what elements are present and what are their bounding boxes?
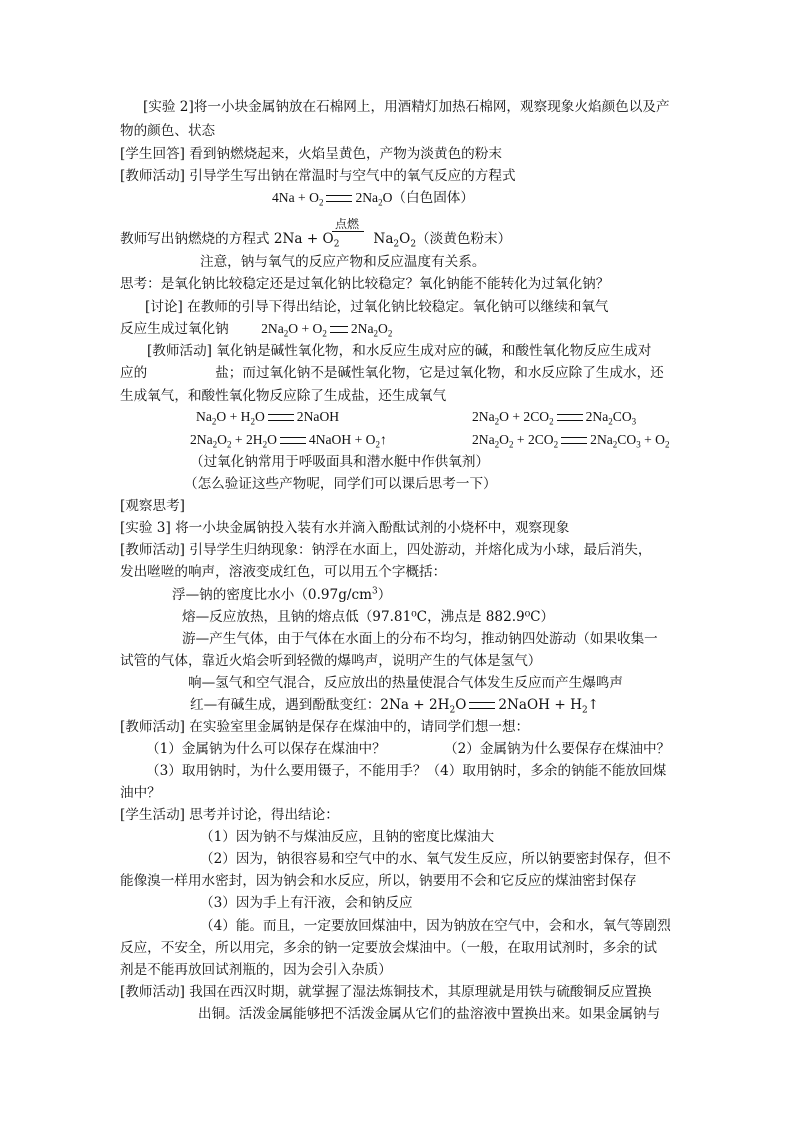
eq-sub: 2 <box>375 439 380 450</box>
eq-part: 2Na <box>472 432 495 447</box>
text-line: （4）能。而且，一定要放回煤油中，因为钠放在空气中，会和水，氧气等剧烈 <box>200 918 671 934</box>
text-part: 盐；而过氧化钠不是碱性氧化物，它是过氧化物，和水反应除了生成水，还 <box>215 365 664 381</box>
equals-sign <box>469 702 495 709</box>
eq-part: O <box>254 409 265 424</box>
text-line: 发出咝咝的响声，溶液变成红色，可以用五个字概括： <box>120 564 447 580</box>
equals-sign <box>268 414 294 421</box>
eq-sub: 2 <box>250 416 255 427</box>
equation: $2Na_2O + O_2$ $2Na_2O_2$ <box>261 321 393 339</box>
eq-sub: 2 <box>333 239 340 250</box>
eq-part: O + 2CO <box>499 409 550 424</box>
text-line: （过氧化钠常用于呼吸面具和潜水艇中作供氧剂） <box>190 454 490 470</box>
eq-sub: 2 <box>387 328 393 339</box>
eq-part: 教师写出钠燃烧的方程式 2Na + O <box>120 231 334 247</box>
text-line: 出铜。活泼金属能够把不活泼金属从它们的盐溶液中置换出来。如果金属钠与 <box>198 1006 661 1022</box>
eq-sub: 2 <box>494 439 500 450</box>
text-line: 试管的气体，靠近火焰会听到轻微的爆鸣声，说明产生的气体是氢气） <box>120 653 542 669</box>
eq-sub: 2 <box>581 705 588 716</box>
text-line: [教师活动] 我国在西汉时期，就掌握了湿法炼铜技术，其原理就是用铁与硫酸铜反应置换 <box>120 984 652 1000</box>
eq-part: 2Na <box>590 432 613 447</box>
text-line: （3）取用钠时，为什么要用镊子，不能用手？（4）取用钠时，多余的钠能不能放回煤 <box>146 763 667 779</box>
eq-part: O（白色固体） <box>382 190 474 205</box>
text-line: [学生回答] 看到钠燃烧起来，火焰呈黄色，产物为淡黄色的粉末 <box>120 146 502 162</box>
equals-sign <box>280 437 306 444</box>
superscript: 3 <box>372 586 378 597</box>
equals-sign <box>330 326 348 333</box>
eq-part: O <box>399 231 411 247</box>
equation <box>196 408 339 426</box>
eq-part: 4Na + O <box>272 190 319 205</box>
text-line: 熔—反应放热，且钠的熔点低（97.81⁰C，沸点是 882.9⁰C） <box>182 609 555 625</box>
text-line: 剂是不能再放回试剂瓶的，因为会引入杂质） <box>120 962 392 978</box>
equation <box>472 431 669 449</box>
eq-sub: 2 <box>393 239 400 250</box>
text-line: [实验 2]将一小块金属钠放在石棉网上，用酒精灯加热石棉网，观察现象火焰颜色以及产 <box>143 99 670 115</box>
text-line: [教师活动] 在实验室里金属钠是保存在煤油中的，请同学们想一想： <box>120 719 530 735</box>
text-line: 注意，钠与氧气的反应产物和反应温度有关系。 <box>200 254 486 270</box>
eq-part: （淡黄色粉末） <box>416 231 512 247</box>
text-line: （1）因为钠不与煤油反应，且钠的密度比煤油大 <box>200 829 495 845</box>
eq-sub: 2 <box>508 439 514 450</box>
text-line: [教师活动] 氧化钠是碱性氧化物，和水反应生成对应的碱，和酸性氧化物反应生成对 <box>147 343 652 359</box>
eq-part: 2Na <box>350 321 374 336</box>
text-line: [教师活动] 引导学生归纳现象：钠浮在水面上，四处游动，并熔化成为小球，最后消失， <box>120 542 652 558</box>
text-part: 2NaOH + H <box>498 697 582 713</box>
text-line: 游—产生气体，由于气体在水面上的分布不均匀，推动钠四处游动（如果收集一 <box>182 631 658 647</box>
text-part: 反应生成过氧化钠 <box>120 321 229 337</box>
eq-part: 4NaOH + O <box>308 432 376 447</box>
eq-sub: 2 <box>664 439 670 450</box>
text-part: 应的 <box>120 365 148 381</box>
eq-sub: 2 <box>212 439 218 450</box>
text-part: 红—有碱生成，遇到酚酞变红：2Na + 2H <box>190 697 450 713</box>
eq-part: + 2CO <box>513 432 554 447</box>
text-line: [观察思考] <box>120 498 185 514</box>
equation <box>472 408 636 426</box>
eq-part: + 2H <box>231 432 263 447</box>
text-part: O <box>455 697 467 713</box>
eq-sub: 2 <box>378 197 383 208</box>
reaction-condition: 点燃 <box>335 217 360 231</box>
text-line <box>120 230 511 248</box>
equation <box>272 189 474 207</box>
eq-sub: 2 <box>318 197 324 208</box>
text-part: ↑ <box>587 697 600 713</box>
eq-part: ↑ <box>379 432 387 447</box>
equals-sign <box>557 414 583 421</box>
eq-sub: 2 <box>494 416 500 427</box>
eq-part: O + H <box>216 409 251 424</box>
text-line: [教师活动] 引导学生写出钠在常温时与空气中的氧气反应的方程式 <box>120 168 516 184</box>
eq-sub: 2 <box>283 328 289 339</box>
text-line: 物的颜色、状态 <box>120 123 216 139</box>
text-line: （1）金属钠为什么可以保存在煤油中？ <box>146 741 386 757</box>
eq-sub: 2 <box>322 328 327 339</box>
text-line: [讨论] 在教师的引导下得出结论，过氧化钠比较稳定。氧化钠可以继续和氧气 <box>145 299 609 315</box>
eq-sub: 2 <box>211 416 217 427</box>
eq-sub: 2 <box>612 439 618 450</box>
eq-part: O + O <box>288 321 323 336</box>
text-part: 浮—钠的密度比水小（0.97g/cm <box>172 587 372 603</box>
eq-sub: 2 <box>608 416 613 427</box>
text-line <box>120 320 392 338</box>
eq-sub: 2 <box>373 328 378 339</box>
text-line: 油中？ <box>120 785 161 801</box>
text-line: （怎么验证这些产物呢，同学们可以课后思考一下） <box>184 476 497 492</box>
eq-part: 2Na <box>472 409 495 424</box>
text-line: 思考：是氧化钠比较稳定还是过氧化钠比较稳定？氧化钠能不能转化为过氧化钠？ <box>120 276 610 292</box>
text-line: 生成氧气，和酸性氧化物反应除了生成盐，还生成氧气 <box>120 388 447 404</box>
text-part: ） <box>377 587 392 603</box>
eq-part: Na <box>373 231 394 247</box>
eq-part: 2Na <box>190 432 213 447</box>
eq-part: 2Na <box>261 321 284 336</box>
eq-sub: 3 <box>636 439 641 450</box>
eq-part: + O <box>640 432 665 447</box>
text-line: [实验 3] 将一小块金属钠投入装有水并滴入酚酞试剂的小烧杯中，观察现象 <box>120 520 570 536</box>
eq-sub: 2 <box>226 439 232 450</box>
eq-part: Na <box>196 409 212 424</box>
eq-part: O <box>499 432 509 447</box>
eq-part: 2Na <box>585 409 609 424</box>
eq-part: CO <box>617 432 637 447</box>
eq-sub: 2 <box>549 416 554 427</box>
text-line: 能像溴一样用水密封，因为钠会和水反应，所以，钠要用不会和它反应的煤油密封保存 <box>120 873 637 889</box>
eq-part: CO <box>612 409 632 424</box>
eq-sub: 3 <box>631 416 637 427</box>
equals-sign <box>326 195 352 202</box>
text-line: （3）因为手上有汗液，会和钠反应 <box>200 895 413 911</box>
eq-part: O <box>217 432 227 447</box>
eq-part: 2NaOH <box>296 409 340 424</box>
text-line: 响—氢气和空气混合，反应放出的热量使混合气体发生反应而产生爆鸣声 <box>188 675 623 691</box>
text-line: （2）因为，钠很容易和空气中的水、氧气发生反应，所以钠要密封保存，但不 <box>200 851 671 867</box>
text-line: [学生活动] 思考并讨论，得出结论： <box>120 807 339 823</box>
equation <box>190 431 387 449</box>
text-line <box>172 586 391 604</box>
text-line <box>190 696 599 714</box>
text-line: （2）金属钠为什么要保存在煤油中？ <box>444 741 671 757</box>
eq-sub: 2 <box>449 705 456 716</box>
text-line: 反应，不安全，所以用完，多余的钠一定要放会煤油中。（一般，在取用试剂时，多余的试 <box>120 940 657 956</box>
eq-part: 2Na <box>355 190 379 205</box>
eq-sub: 2 <box>553 439 559 450</box>
eq-sub: 2 <box>262 439 268 450</box>
eq-sub: 2 <box>410 239 417 250</box>
text-line <box>120 364 664 382</box>
eq-part: O <box>267 432 277 447</box>
equals-sign <box>561 437 587 444</box>
